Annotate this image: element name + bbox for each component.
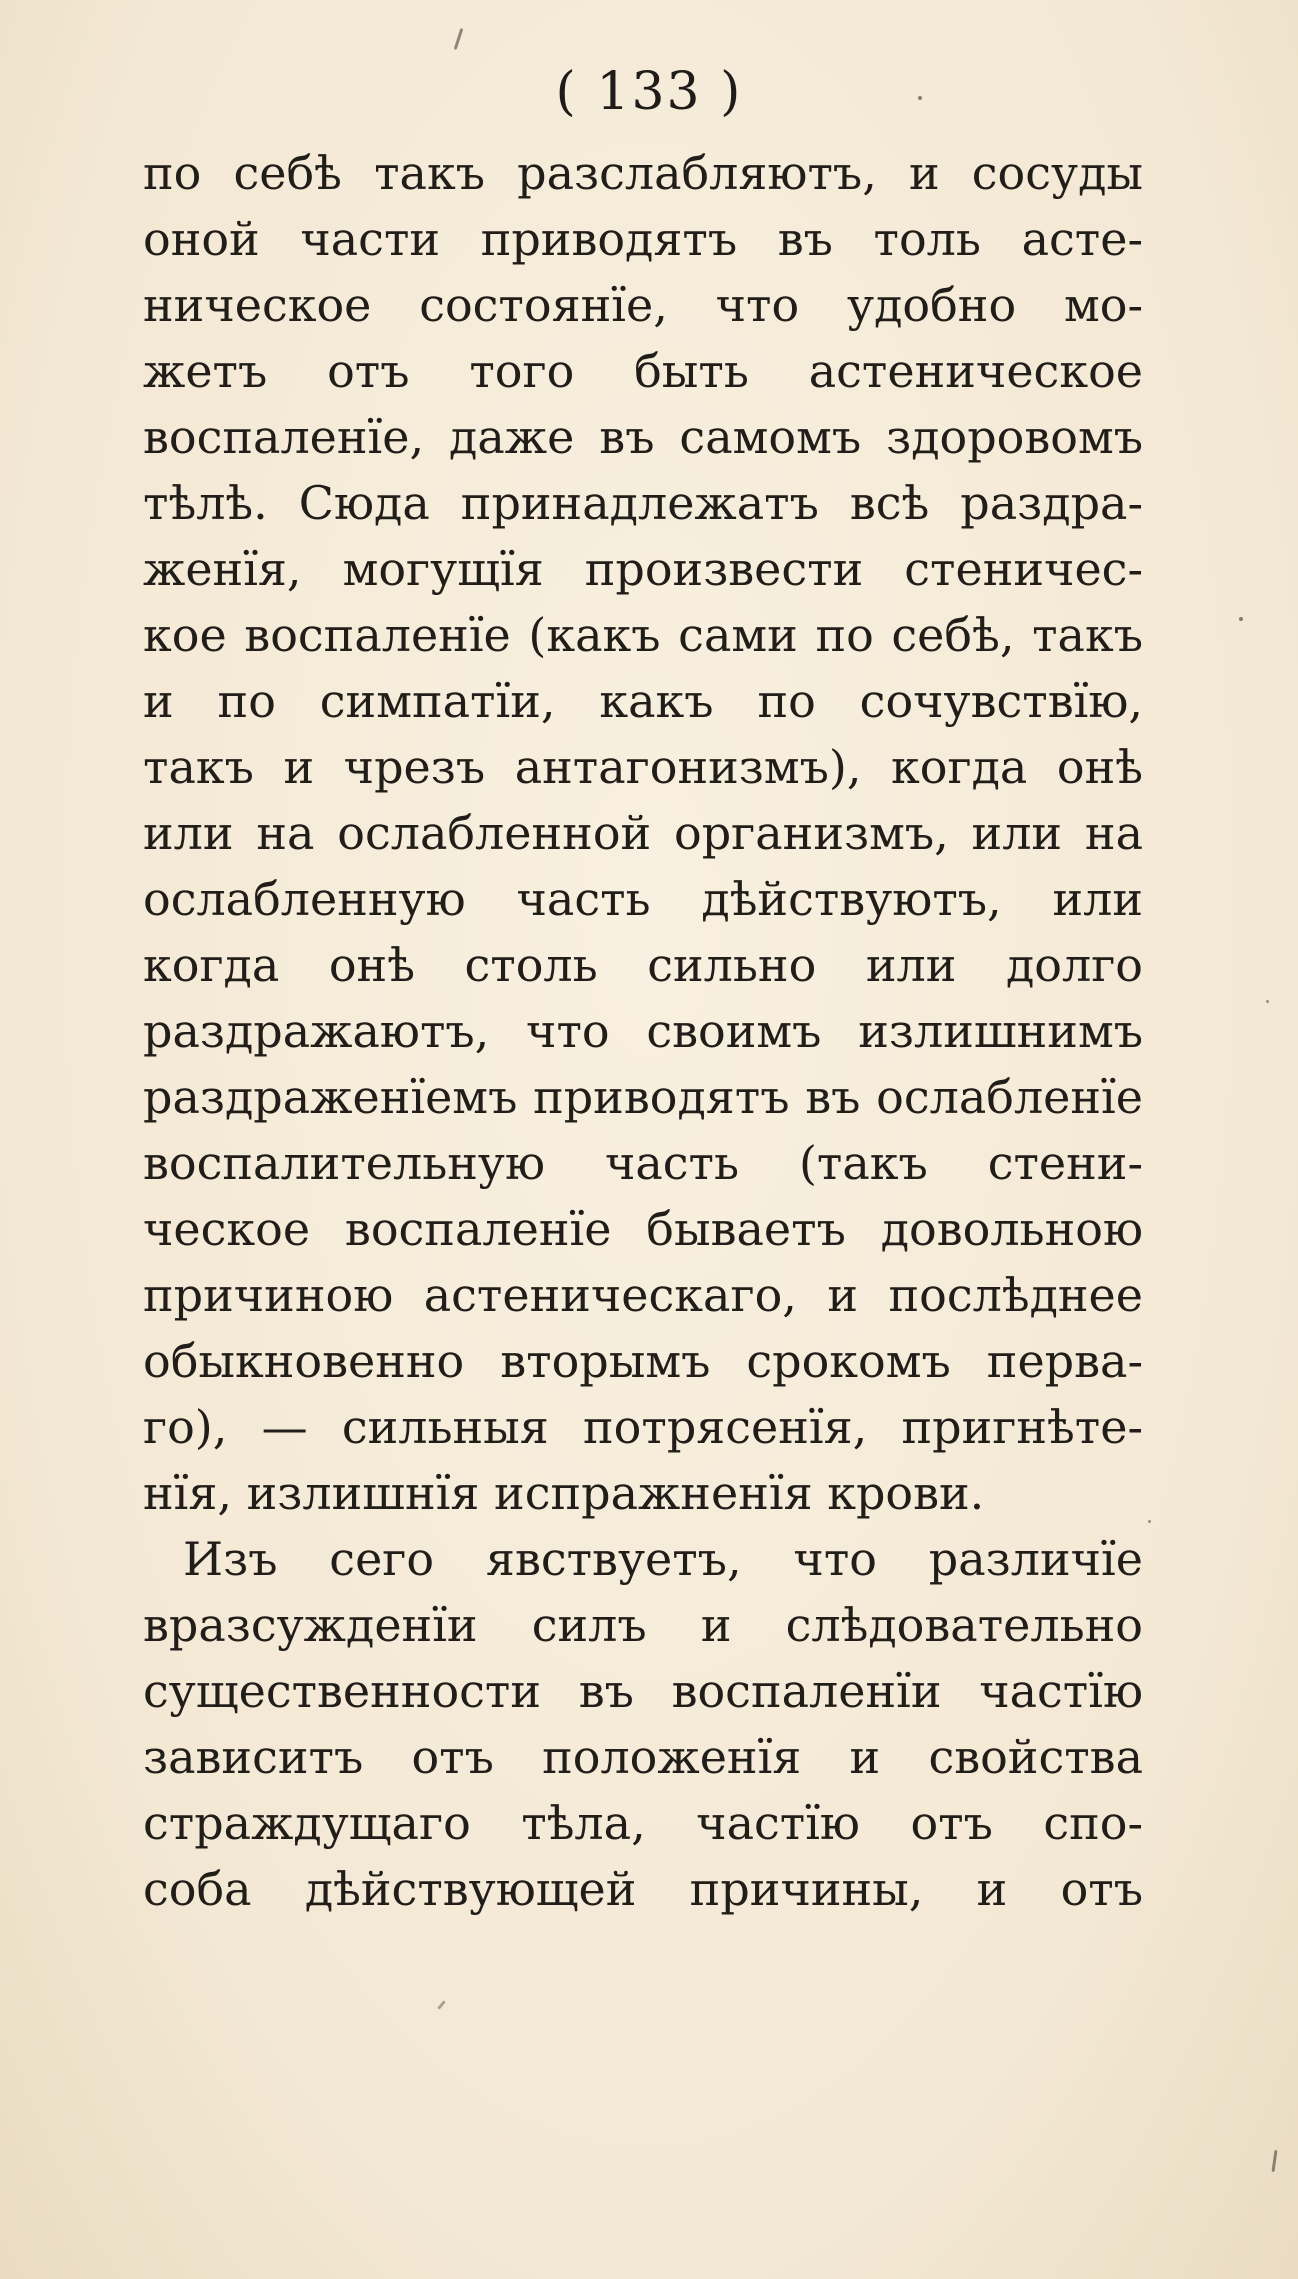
text-line: когда онѣ столь сильно или долго xyxy=(143,938,1143,992)
text-line: страждущаго тѣла, частїю отъ спо- xyxy=(143,1796,1143,1850)
text-line: вразсужденїи силъ и слѣдовательно xyxy=(143,1598,1143,1652)
text-line: кое воспаленїе (какъ сами по себѣ, такъ xyxy=(143,608,1143,662)
text-line: воспаленїе, даже въ самомъ здоровомъ xyxy=(143,410,1143,464)
text-line: воспалительную часть (такъ стени- xyxy=(143,1136,1143,1190)
text-line: по себѣ такъ разслабляютъ, и сосуды xyxy=(143,146,1143,200)
paper-speck xyxy=(454,28,464,50)
text-line: го), — сильныя потрясенїя, пригнѣте- xyxy=(143,1400,1143,1454)
text-line: зависитъ отъ положенїя и свойства xyxy=(143,1730,1143,1784)
paper-speck xyxy=(1271,2150,1277,2172)
paper-speck xyxy=(918,96,922,100)
text-line: тѣлѣ. Сюда принадлежатъ всѣ раздра- xyxy=(143,476,1143,530)
text-line: такъ и чрезъ антагонизмъ), когда онѣ xyxy=(143,740,1143,794)
paper-speck xyxy=(437,2000,446,2010)
paragraph-start-line: Изъ сего явствуетъ, что различїе xyxy=(183,1532,1143,1586)
paper-speck xyxy=(1148,1520,1151,1523)
text-line: ческое воспаленїе бываетъ довольною xyxy=(143,1202,1143,1256)
paper-speck xyxy=(1266,1000,1269,1003)
text-line: соба дѣйствующей причины, и отъ xyxy=(143,1862,1143,1916)
text-line: оной части приводятъ въ толь асте- xyxy=(143,212,1143,266)
text-line: раздраженїемъ приводятъ въ ослабленїе xyxy=(143,1070,1143,1124)
paper-speck xyxy=(1239,617,1243,621)
page-number: ( 133 ) xyxy=(555,62,743,122)
text-line: ническое состоянїе, что удобно мо- xyxy=(143,278,1143,332)
text-line: женїя, могущїя произвести стеничес- xyxy=(143,542,1143,596)
text-line: нїя, излишнїя испражненїя крови. xyxy=(143,1466,985,1520)
text-line: обыкновенно вторымъ срокомъ перва- xyxy=(143,1334,1143,1388)
text-line: и по симпатїи, какъ по сочувствїю, xyxy=(143,674,1143,728)
text-line: ослабленную часть дѣйствуютъ, или xyxy=(143,872,1143,926)
text-line: причиною астеническаго, и послѣднее xyxy=(143,1268,1143,1322)
body-text xyxy=(143,140,1143,1922)
text-line: или на ослабленной организмъ, или на xyxy=(143,806,1143,860)
text-line: существенности въ воспаленїи частїю xyxy=(143,1664,1143,1718)
text-line: раздражаютъ, что своимъ излишнимъ xyxy=(143,1004,1143,1058)
text-line: жетъ отъ того быть астеническое xyxy=(143,344,1143,398)
